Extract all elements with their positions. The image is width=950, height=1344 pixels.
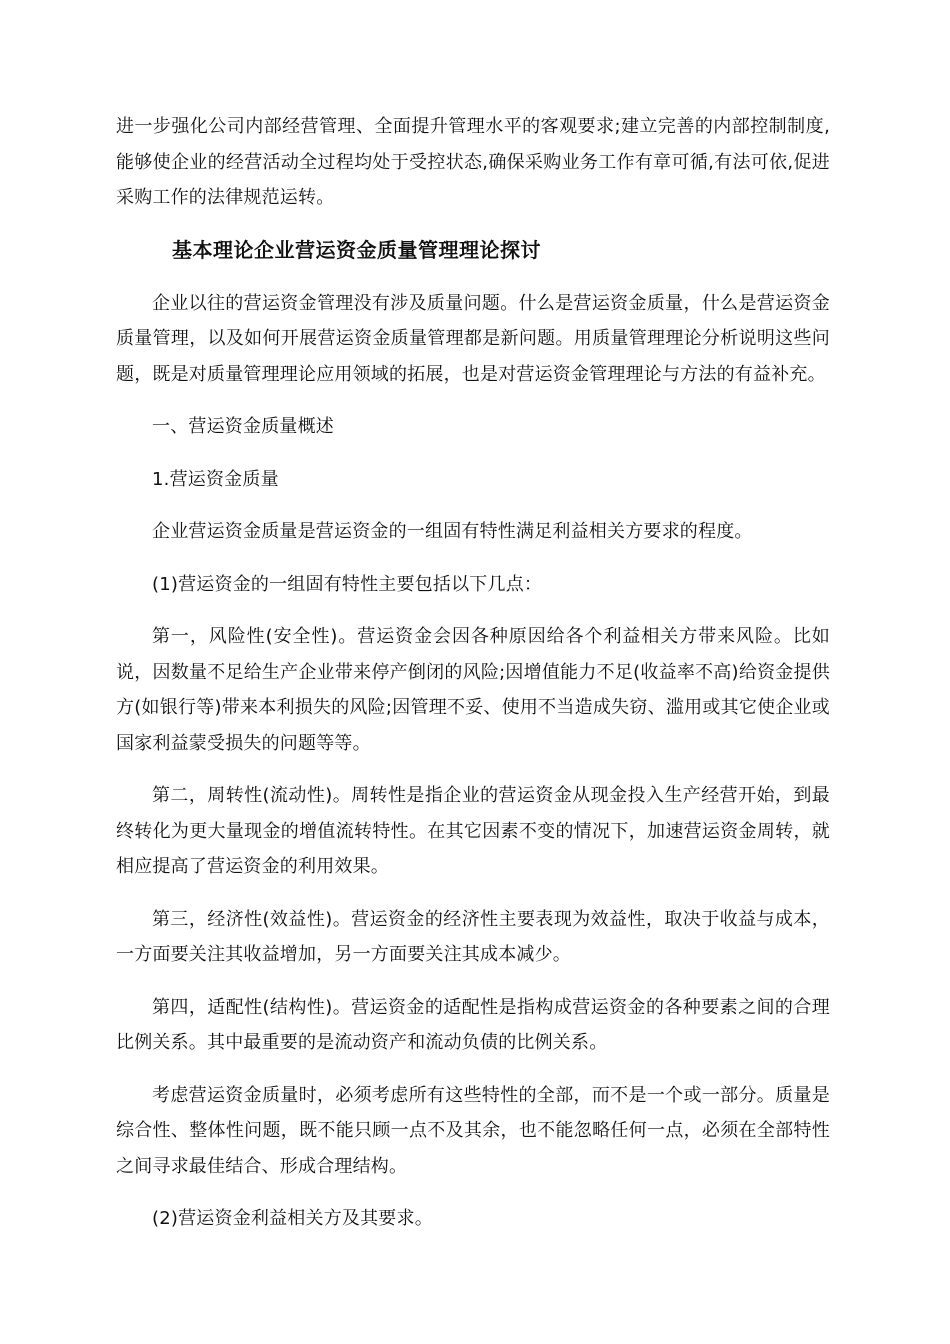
intro-paragraph: 企业以往的营运资金管理没有涉及质量问题。什么是营运资金质量，什么是营运资金质量管理，以及如何开展营运资金质量管理都是新问题。用质量管理理论分析说明这些问题，既是对质量管理理论应用领域的拓展，也是对营运资金管理理论与方法的有益补充。 (116, 292, 830, 385)
subheading-quality: 1.营运资金质量 (152, 468, 279, 490)
risk-paragraph: 第一，风险性(安全性)。营运资金会因各种原因给各个利益相关方带来风险。比如说，因数量不足给生产企业带来停产倒闭的风险;因增值能力不足(收益率不高)给资金提供方(如银行等)带来本利损失的风险;因管理不妥、使用不当造成失窃、滥用或其它使企业或国家利益蒙受损失的问题等等。 (116, 626, 830, 754)
turnover-paragraph: 第二，周转性(流动性)。周转性是指企业的营运资金从现金投入生产经营开始，到最终转化为更大量现金的增值流转特性。在其它因素不变的情况下，加速营运资金周转，就相应提高了营运资金的利用效果。 (116, 785, 830, 877)
fitness-paragraph: 第四，适配性(结构性)。营运资金的适配性是指构成营运资金的各种要素之间的合理比例关系。其中最重要的是流动资产和流动负债的比例关系。 (116, 996, 830, 1053)
economy-paragraph: 第三，经济性(效益性)。营运资金的经济性主要表现为效益性，取决于收益与成本，一方面要关注其收益增加，另一方面要关注其成本减少。 (116, 908, 830, 965)
continuation-paragraph: 进一步强化公司内部经营管理、全面提升管理水平的客观要求;建立完善的内部控制制度,能够使企业的经营活动全过程均处于受控状态,确保采购业务工作有章可循,有法可依,促进采购工作的法律规范运转。 (116, 116, 830, 208)
document-body (116, 109, 830, 1254)
summary-paragraph: 考虑营运资金质量时，必须考虑所有这些特性的全部，而不是一个或一部分。质量是综合性、整体性问题，既不能只顾一点不及其余，也不能忽略任何一点，必须在全部特性之间寻求最佳结合、形成合理结构。 (116, 1084, 830, 1177)
list-intro-paragraph: (1)营运资金的一组固有特性主要包括以下几点： (152, 573, 543, 595)
definition-paragraph: 企业营运资金质量是营运资金的一组固有特性满足利益相关方要求的程度。 (152, 521, 753, 542)
section-heading: 基本理论企业营运资金质量管理理论探讨 (172, 237, 541, 262)
subheading-overview: 一、营运资金质量概述 (152, 416, 334, 437)
stakeholder-paragraph: (2)营运资金利益相关方及其要求。 (152, 1208, 433, 1229)
